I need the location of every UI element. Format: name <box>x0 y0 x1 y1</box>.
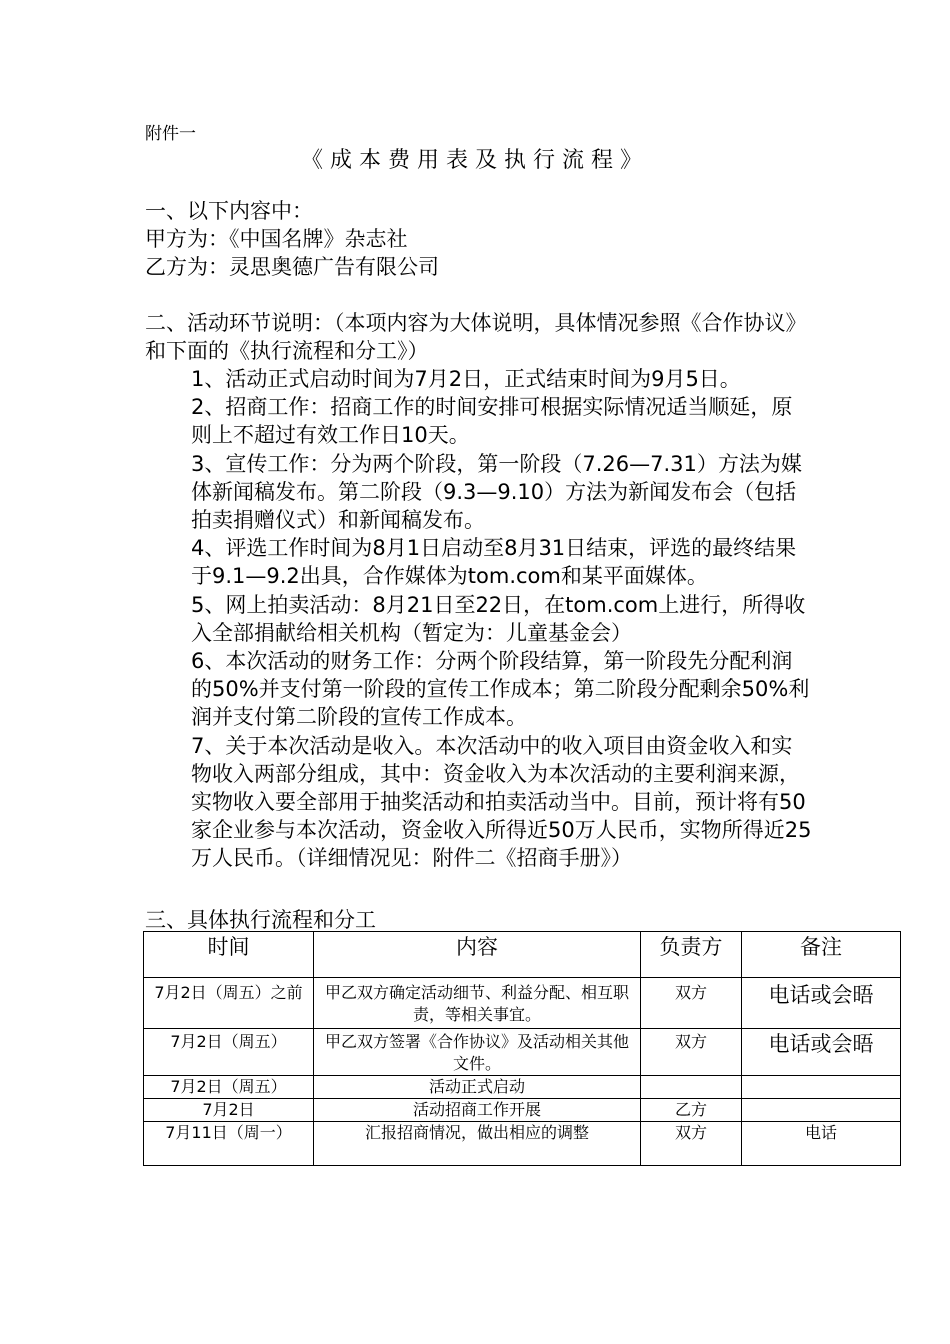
document-title: 《成本费用表及执行流程》 <box>300 148 649 173</box>
cell-time: 7月11日（周一） <box>144 1122 314 1166</box>
table-row <box>144 1029 901 1076</box>
table-row <box>144 1099 901 1122</box>
section2-item-5: 5、网上拍卖活动：8月21日至22日，在tom.com上进行，所得收入全部捐献给相关机构（暂定为：儿童基金会） <box>191 592 806 645</box>
section2-item-4: 4、评选工作时间为8月1日启动至8月31日结束，评选的最终结果于9.1—9.2出具，合作媒体为tom.com和某平面媒体。 <box>191 536 797 589</box>
cell-note <box>742 1076 901 1099</box>
table-row <box>144 1122 901 1166</box>
section2-body <box>145 365 813 873</box>
header-owner: 负责方 <box>641 932 742 978</box>
cell-content: 活动招商工作开展 <box>314 1099 641 1122</box>
cell-owner <box>641 1076 742 1099</box>
header-content: 内容 <box>314 932 641 978</box>
cell-time: 7月2日（周五）之前 <box>144 978 314 1029</box>
attachment-label: 附件一 <box>145 124 196 144</box>
cell-owner: 双方 <box>641 1029 742 1076</box>
header-note: 备注 <box>742 932 901 978</box>
cell-note: 电话或会晤 <box>742 1029 901 1076</box>
section2-item-7: 7、关于本次活动是收入。本次活动中的收入项目由资金收入和实物收入两部分组成，其中：资金收入为本次活动的主要利润来源，实物收入要全部用于抽奖活动和拍卖活动当中。目前，预计将有50家企业参与本次活动，资金收入所得近50万人民币，实物所得近25万人民币。（详细情况见：附件二《招商手册》） <box>191 733 812 871</box>
party-a: 甲方为：《中国名牌》杂志社 <box>145 227 408 251</box>
cell-content: 活动正式启动 <box>314 1076 641 1099</box>
cell-owner: 双方 <box>641 978 742 1029</box>
cell-time: 7月2日（周五） <box>144 1076 314 1099</box>
section1-heading: 一、以下内容中： <box>145 199 313 223</box>
section3-heading: 三、具体执行流程和分工 <box>145 908 376 932</box>
party-b: 乙方为：灵思奥德广告有限公司 <box>145 255 439 279</box>
cell-content: 甲乙双方确定活动细节、利益分配、相互职责，等相关事宜。 <box>314 978 641 1029</box>
section2-item-1: 1、活动正式启动时间为7月2日，正式结束时间为9月5日。 <box>191 367 741 391</box>
section2-heading: 二、活动环节说明：（本项内容为大体说明，具体情况参照《合作协议》和下面的《执行流程和分工》） <box>145 311 807 364</box>
cell-note <box>742 1099 901 1122</box>
cell-time: 7月2日 <box>144 1099 314 1122</box>
cell-time: 7月2日（周五） <box>144 1029 314 1076</box>
section2-item-2: 2、招商工作：招商工作的时间安排可根据实际情况适当顺延，原则上不超过有效工作日10天。 <box>191 395 793 448</box>
cell-note: 电话 <box>742 1122 901 1166</box>
section2-item-6: 6、本次活动的财务工作：分两个阶段结算，第一阶段先分配利润的50%并支付第一阶段的宣传工作成本；第二阶段分配剩余50%利润并支付第二阶段的宣传工作成本。 <box>191 649 810 730</box>
section2-item-3: 3、宣传工作：分为两个阶段，第一阶段（7.26—7.31）方法为媒体新闻稿发布。第二阶段（9.3—9.10）方法为新闻发布会（包括拍卖捐赠仪式）和新闻稿发布。 <box>191 451 802 533</box>
cell-note: 电话或会晤 <box>742 978 901 1029</box>
table-row <box>144 1076 901 1099</box>
schedule-table <box>143 931 901 1166</box>
cell-owner: 乙方 <box>641 1099 742 1122</box>
cell-content: 汇报招商情况，做出相应的调整 <box>314 1122 641 1166</box>
table-row <box>144 978 901 1029</box>
cell-owner: 双方 <box>641 1122 742 1166</box>
table-header-row <box>144 932 901 978</box>
cell-content: 甲乙双方签署《合作协议》及活动相关其他文件。 <box>314 1029 641 1076</box>
header-time: 时间 <box>144 932 314 978</box>
